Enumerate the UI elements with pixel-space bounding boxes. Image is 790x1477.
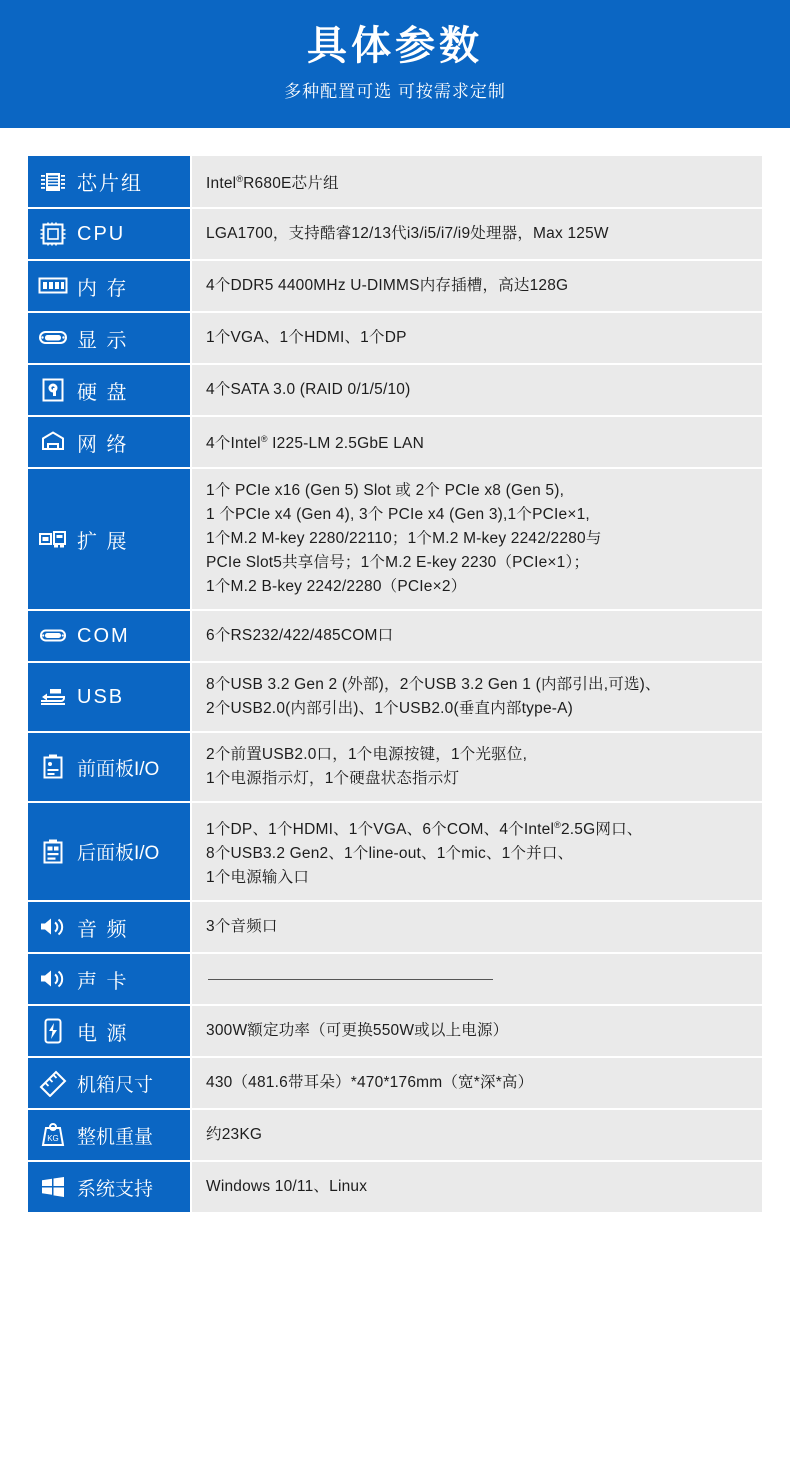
spec-value-line: 1个M.2 B-key 2242/2280（PCIe×2） [206,578,467,595]
spec-label-text: 前面板I/O [77,758,160,780]
spec-label-text: 机箱尺寸 [77,1074,154,1096]
page-header [0,0,790,128]
page-title: 具体参数 [307,24,483,68]
spec-value-line: 8个USB3.2 Gen2、1个line-out、1个mic、1个并口、 [206,845,574,863]
spec-value-line: 1个 PCIe x16 (Gen 5) Slot 或 2个 PCIe x8 (Gen 5), [206,482,565,499]
spec-label-cell [28,156,191,208]
spec-label-cell [28,802,191,901]
spec-label-text: 声 卡 [77,970,129,993]
svg-text:KG: KG [47,1134,59,1144]
spec-label-cell [28,953,191,1005]
spec-label-text: COM [77,624,130,647]
spec-value-cell [191,662,762,732]
spec-row [28,468,762,610]
spec-value-line: LGA1700，支持酷睿12/13代i3/i5/i7/i9处理器，Max 125W [206,225,609,242]
spec-value-cell [191,610,762,662]
spec-label-cell [28,1005,191,1057]
spec-label-cell [28,662,191,732]
spec-label-cell [28,416,191,468]
spec-row [28,312,762,364]
spec-value-line: 4个SATA 3.0 (RAID 0/1/5/10) [206,381,411,398]
spec-label-text: 芯片组 [77,173,143,195]
spec-value-line: PCIe Slot5共享信号；1个M.2 E-key 2230（PCIe×1）； [206,554,590,571]
spec-value-line: 1个VGA、1个HDMI、1个DP [206,329,407,346]
spec-value-line: 4个Intel® I225-LM 2.5GbE LAN [206,434,424,453]
spec-value-line: 3个音频口 [206,918,278,936]
spec-label-cell [28,208,191,260]
spec-value-cell [191,1109,762,1161]
spec-label-cell [28,1057,191,1109]
spec-label-text: 显 示 [77,329,129,352]
spec-label-text: 电 源 [77,1022,129,1045]
spec-row [28,156,762,208]
spec-value-line: 1个电源指示灯，1个硬盘状态指示灯 [206,770,460,787]
spec-value-cell [191,312,762,364]
rear-panel-icon [38,838,68,866]
spec-value-cell [191,1161,762,1213]
spec-label-text: 网 络 [77,433,129,456]
soundcard-icon [38,965,68,993]
spec-value-line: 2个前置USB2.0口，1个电源按键，1个光驱位, [206,746,528,763]
spec-row [28,610,762,662]
expansion-icon [38,525,68,553]
cpu-icon [38,220,68,248]
spec-row [28,260,762,312]
usb-icon [38,683,68,711]
spec-row [28,953,762,1005]
audio-icon [38,913,68,941]
spec-value-line: 1个M.2 M-key 2280/22110；1个M.2 M-key 2242/2280与 [206,530,602,547]
spec-label-cell [28,312,191,364]
spec-value-cell [191,416,762,468]
spec-value-line: Intel®R680E芯片组 [206,173,339,193]
spec-value-line: 1个电源输入口 [206,869,310,887]
spec-value-cell [191,901,762,953]
weight-icon [38,1121,68,1149]
spec-value-cell [191,208,762,260]
network-icon [38,428,68,456]
spec-label-cell [28,1161,191,1213]
spec-label-text: 内 存 [77,277,129,300]
memory-icon [38,272,68,300]
spec-value-cell [191,953,762,1005]
spec-row [28,662,762,732]
spec-value-line: 4个DDR5 4400MHz U-DIMMS内存插槽，高达128G [206,277,569,294]
spec-value-line: 8个USB 3.2 Gen 2 (外部)，2个USB 3.2 Gen 1 (内部引出,可选)、 [206,676,661,693]
spec-row [28,208,762,260]
spec-label-text: 整机重量 [77,1126,154,1148]
spec-label-cell [28,468,191,610]
spec-value-line: Windows 10/11、Linux [206,1178,368,1196]
spec-label-cell [28,364,191,416]
windows-icon [38,1173,68,1201]
display-port-icon [38,324,68,352]
spec-value-cell [191,260,762,312]
empty-value-dash [208,979,493,980]
spec-row [28,802,762,901]
spec-row [28,416,762,468]
dimension-icon [38,1069,68,1097]
spec-value-cell [191,1005,762,1057]
spec-label-cell [28,732,191,802]
spec-value-line: 430（481.6带耳朵）*470*176mm（宽*深*高） [206,1074,534,1092]
spec-row [28,1109,762,1161]
spec-value-cell [191,732,762,802]
spec-label-text: 音 频 [77,918,129,941]
spec-label-cell [28,901,191,953]
power-icon [38,1017,68,1045]
com-port-icon [38,622,68,650]
page-subtitle: 多种配置可选 可按需求定制 [284,82,506,101]
front-panel-icon [38,753,68,781]
spec-label-text: 后面板I/O [77,843,160,865]
spec-row [28,1057,762,1109]
spec-row [28,1005,762,1057]
spec-value-cell [191,156,762,208]
spec-value-line: 2个USB2.0(内部引出)、1个USB2.0(垂直内部type-A) [206,700,574,717]
spec-value-cell [191,1057,762,1109]
spec-table-wrapper [0,128,790,1214]
spec-table [28,156,762,1214]
spec-label-text: USB [77,685,125,708]
spec-row [28,364,762,416]
spec-value-line: 6个RS232/422/485COM口 [206,627,394,644]
chip-icon [38,168,68,196]
spec-label-text: 系统支持 [77,1178,154,1200]
spec-value-cell [191,364,762,416]
spec-label-text: 硬 盘 [77,381,129,404]
spec-label-cell [28,260,191,312]
spec-row [28,732,762,802]
spec-value-line: 300W额定功率（可更换550W或以上电源） [206,1022,509,1040]
spec-value-line: 1个DP、1个HDMI、1个VGA、6个COM、4个Intel®2.5G网口、 [206,820,643,839]
spec-label-text: 扩 展 [77,530,129,553]
spec-label-cell [28,610,191,662]
spec-value-line: 约23KG [206,1126,263,1144]
spec-value-cell [191,802,762,901]
spec-label-text: CPU [77,222,126,245]
spec-label-cell [28,1109,191,1161]
spec-value-cell [191,468,762,610]
spec-row [28,901,762,953]
harddisk-icon [38,376,68,404]
spec-row [28,1161,762,1213]
spec-value-line: 1 个PCIe x4 (Gen 4), 3个 PCIe x4 (Gen 3),1个PCIe×1, [206,506,590,523]
